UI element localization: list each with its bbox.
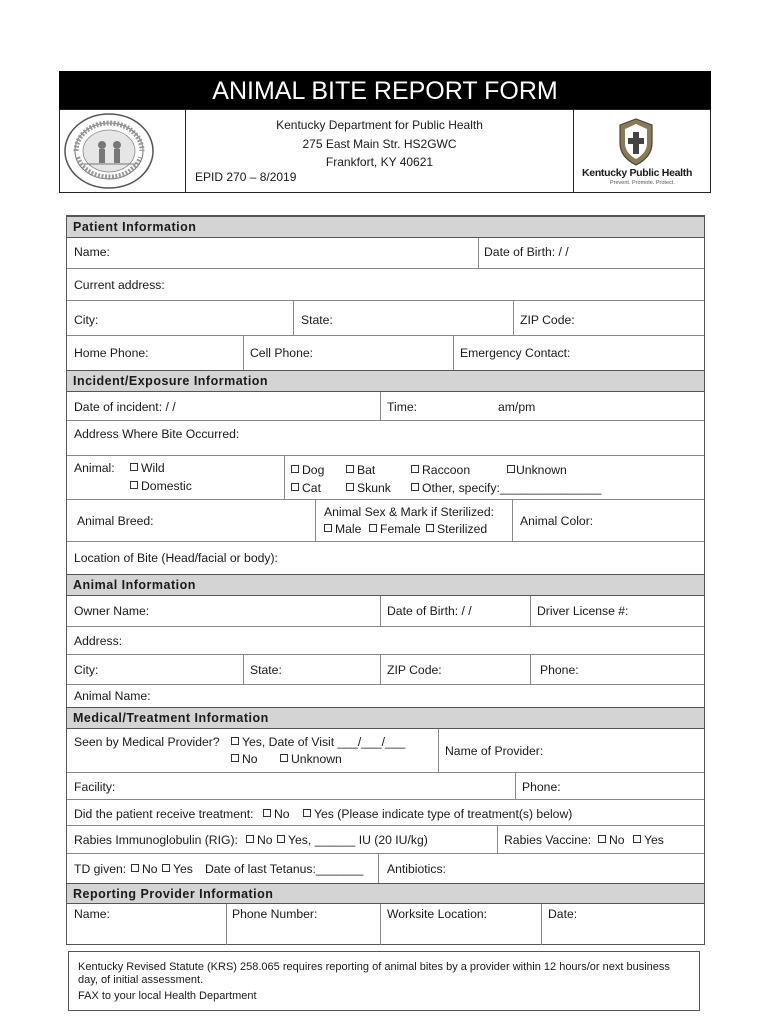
seen-no-option[interactable]: No [231, 752, 258, 766]
facility-phone-label: Phone: [522, 780, 561, 794]
divider [380, 392, 381, 420]
seen-unknown-option[interactable]: Unknown [280, 752, 342, 766]
raccoon-option[interactable]: Raccoon [411, 463, 470, 477]
checkbox-icon [130, 481, 138, 489]
divider [67, 268, 704, 269]
divider [315, 499, 316, 541]
divider [67, 335, 704, 336]
vaccine-yes-option[interactable]: Yes [633, 833, 664, 847]
statute-line: Kentucky Revised Statute (KRS) 258.065 requires reporting of animal bites by a provider within 12 hours/or next business [78, 961, 670, 973]
section-animal-information: Animal Information [67, 574, 704, 596]
checkbox-icon [633, 835, 641, 843]
divider [530, 654, 531, 684]
checkbox-icon [131, 864, 139, 872]
section-medical-information: Medical/Treatment Information [67, 707, 704, 729]
department-address [186, 116, 573, 172]
td-yes-option[interactable]: Yes [162, 862, 193, 876]
treatment-yes-option[interactable]: Yes (Please indicate type of treatment(s) below) [303, 807, 572, 821]
cat-option[interactable]: Cat [291, 481, 321, 495]
owner-dob-label: Date of Birth: / / [387, 604, 472, 618]
owner-phone-label: Phone: [540, 663, 579, 677]
home-phone-label: Home Phone: [74, 346, 149, 360]
sterilized-option[interactable]: Sterilized [426, 522, 487, 536]
form-title: ANIMAL BITE REPORT FORM [59, 71, 711, 109]
td-no-option[interactable]: No [131, 862, 158, 876]
divider [243, 335, 244, 370]
divider [67, 499, 704, 500]
divider [497, 825, 498, 853]
rabies-vaccine-label: Rabies Vaccine: [504, 833, 592, 847]
vaccine-no-option[interactable]: No [598, 833, 625, 847]
divider [453, 335, 454, 370]
animal-type-label: Animal: [74, 461, 115, 475]
patient-name-label: Name: [74, 245, 110, 259]
animal-name-label: Animal Name: [74, 689, 151, 703]
unknown-animal-option[interactable]: Unknown [507, 463, 567, 477]
divider [67, 772, 704, 773]
divider [378, 853, 379, 883]
cell-phone-label: Cell Phone: [250, 346, 314, 360]
divider [67, 455, 704, 456]
emergency-contact-label: Emergency Contact: [460, 346, 571, 360]
checkbox-icon [263, 809, 271, 817]
animal-sex-label: Animal Sex & Mark if Sterilized: [324, 505, 495, 519]
patient-dob-label: Date of Birth: / / [484, 245, 569, 259]
divider [67, 684, 704, 685]
reporter-name-label: Name: [74, 907, 110, 921]
bite-address-label: Address Where Bite Occurred: [74, 427, 240, 441]
checkbox-icon [369, 524, 377, 532]
treatment-question: Did the patient receive treatment: [74, 807, 254, 821]
checkbox-icon [231, 737, 239, 745]
driver-license-label: Driver License #: [537, 604, 629, 618]
last-tetanus-label: Date of last Tetanus:_______ [205, 862, 364, 876]
divider [513, 300, 514, 335]
divider [512, 499, 513, 541]
divider [293, 300, 294, 335]
epid-code: EPID 270 – 8/2019 [195, 170, 297, 184]
divider [530, 596, 531, 626]
divider [541, 904, 542, 945]
checkbox-icon [507, 465, 515, 473]
checkbox-icon [130, 463, 138, 471]
checkbox-icon [246, 835, 254, 843]
kentucky-public-health-logo [580, 117, 708, 189]
incident-time-label: Time: [387, 400, 418, 414]
checkbox-icon [411, 483, 419, 491]
owner-name-label: Owner Name: [74, 604, 150, 618]
kentucky-seal-logo [62, 112, 182, 190]
rig-no-option[interactable]: No [246, 833, 273, 847]
checkbox-icon [291, 483, 299, 491]
checkbox-icon [231, 754, 239, 762]
logo-tagline: Prevent. Promote. Protect. [610, 180, 675, 186]
divider [67, 654, 704, 655]
logo-name: Kentucky Public Health [582, 167, 693, 179]
header-divider [573, 109, 574, 193]
provider-name-label: Name of Provider: [445, 744, 544, 758]
checkbox-icon [303, 809, 311, 817]
seen-by-provider-label: Seen by Medical Provider? [74, 735, 220, 749]
checkbox-icon [411, 465, 419, 473]
checkbox-icon [346, 465, 354, 473]
skunk-option[interactable]: Skunk [346, 481, 391, 495]
treatment-no-option[interactable]: No [263, 807, 290, 821]
other-option[interactable]: Other, specify:_______________ [411, 481, 602, 495]
worksite-location-label: Worksite Location: [387, 907, 488, 921]
facility-label: Facility: [74, 780, 116, 794]
divider [67, 420, 704, 421]
current-address-label: Current address: [74, 278, 165, 292]
divider [67, 853, 704, 854]
checkbox-icon [346, 483, 354, 491]
checkbox-icon [162, 864, 170, 872]
divider [380, 654, 381, 684]
statute-line: day, of initial assessment. [78, 974, 204, 986]
report-date-label: Date: [548, 907, 578, 921]
checkbox-icon [426, 524, 434, 532]
rig-label: Rabies Immunoglobulin (RIG): [74, 833, 238, 847]
divider [478, 238, 479, 268]
section-reporting-provider: Reporting Provider Information [67, 883, 704, 904]
checkbox-icon [598, 835, 606, 843]
checkbox-icon [324, 524, 332, 532]
dog-option[interactable]: Dog [291, 463, 324, 477]
owner-address-label: Address: [74, 634, 123, 648]
antibiotics-label: Antibiotics: [387, 862, 446, 876]
divider [67, 626, 704, 627]
divider [226, 904, 227, 945]
divider [284, 455, 285, 499]
domestic-option[interactable]: Domestic [130, 479, 192, 493]
section-patient-information: Patient Information [67, 216, 704, 238]
address-line: Kentucky Department for Public Health [276, 118, 483, 132]
section-incident-information: Incident/Exposure Information [67, 370, 704, 392]
owner-city-label: City: [74, 663, 99, 677]
owner-state-label: State: [250, 663, 282, 677]
bite-location-label: Location of Bite (Head/facial or body): [74, 551, 278, 565]
male-option[interactable]: Male [324, 522, 361, 536]
bat-option[interactable]: Bat [346, 463, 375, 477]
checkbox-icon [277, 835, 285, 843]
patient-state-label: State: [301, 313, 333, 327]
wild-option[interactable]: Wild [130, 461, 165, 475]
seen-yes-option[interactable]: Yes, Date of Visit ___/___/___ [231, 735, 405, 749]
checkbox-icon [291, 465, 299, 473]
divider [67, 541, 704, 542]
divider [380, 904, 381, 945]
patient-city-label: City: [74, 313, 99, 327]
rig-yes-option[interactable]: Yes, ______ IU (20 IU/kg) [277, 833, 428, 847]
address-line: 275 East Main Str. HS2GWC [302, 136, 457, 151]
reporter-phone-label: Phone Number: [232, 907, 318, 921]
divider [515, 772, 516, 799]
animal-color-label: Animal Color: [520, 514, 594, 528]
patient-zip-label: ZIP Code: [520, 313, 575, 327]
td-given-label: TD given: [74, 862, 127, 876]
animal-breed-label: Animal Breed: [77, 514, 154, 528]
divider [67, 825, 704, 826]
owner-zip-label: ZIP Code: [387, 663, 442, 677]
divider [380, 596, 381, 626]
fax-instruction: FAX to your local Health Department [78, 990, 257, 1002]
divider [243, 654, 244, 684]
female-option[interactable]: Female [369, 522, 421, 536]
divider [438, 729, 439, 772]
incident-date-label: Date of incident: / / [74, 400, 176, 414]
address-line: Frankfort, KY 40621 [325, 155, 434, 169]
ampm-label: am/pm [498, 400, 536, 414]
checkbox-icon [280, 754, 288, 762]
divider [67, 300, 704, 301]
divider [67, 799, 704, 800]
